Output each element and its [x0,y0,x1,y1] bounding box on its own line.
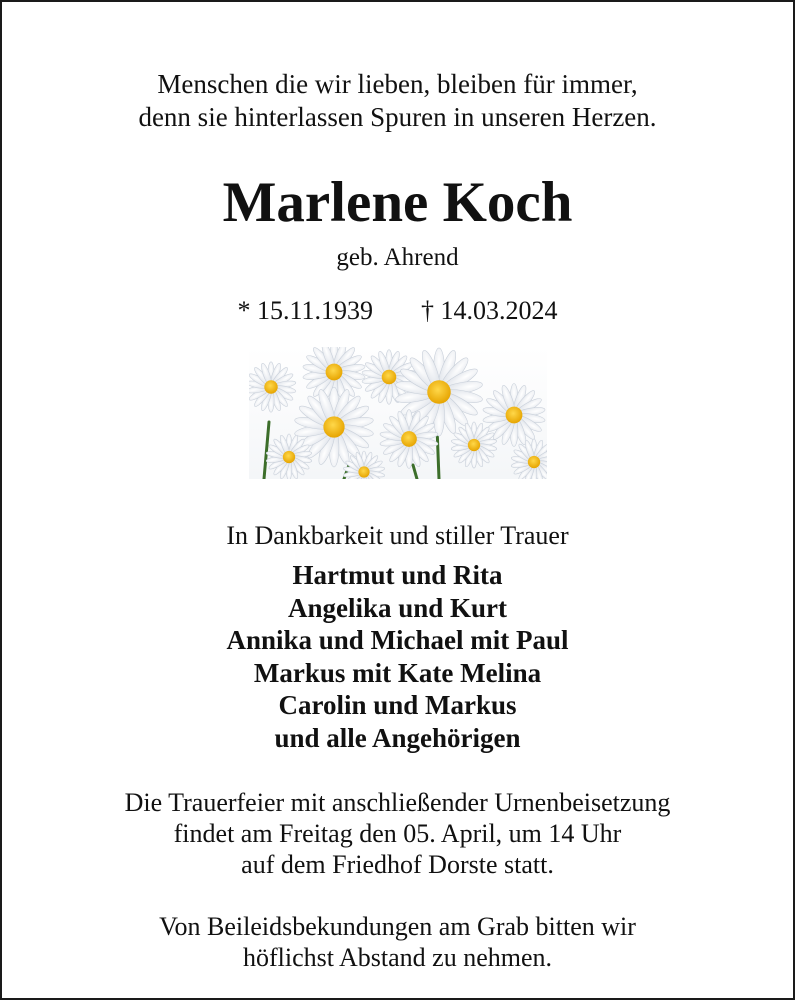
funeral-line-1: Die Trauerfeier mit anschließender Urnenbeisetzung [124,788,671,817]
condolence-note [0,911,795,973]
condolence-line-2: höflichst Abstand zu nehmen. [242,943,553,972]
birth-name: geb. Ahrend [336,244,459,271]
mourner-entry: Angelika und Kurt [287,592,508,623]
mourner-entry: und alle Angehörigen [274,722,521,753]
life-dates [0,295,795,327]
funeral-line-2: findet am Freitag den 05. April, um 14 Uhr [173,819,622,848]
daisy-flowers-photo [249,347,547,479]
mourner-entry: Markus mit Kate Melina [253,657,542,688]
death-date: † 14.03.2024 [421,296,558,325]
motto-quote [0,68,795,134]
funeral-info [0,787,795,880]
mourners-list [0,559,795,754]
deceased-name: Marlene Koch [222,171,573,234]
mourner-entry: Carolin und Markus [278,690,517,720]
mourner-entry: Annika und Michael mit Paul [226,625,569,655]
motto-line-1: Menschen die wir lieben, bleiben für immer, [157,69,638,99]
mourner-entry: Hartmut und Rita [292,560,503,590]
birth-date: * 15.11.1939 [237,296,374,325]
motto-line-2: denn sie hinterlassen Spuren in unseren Herzen. [138,102,657,132]
condolence-line-1: Von Beileidsbekundungen am Grab bitten wir [159,912,636,941]
funeral-line-3: auf dem Friedhof Dorste statt. [241,850,554,879]
mourning-intro: In Dankbarkeit und stiller Trauer [226,521,569,550]
